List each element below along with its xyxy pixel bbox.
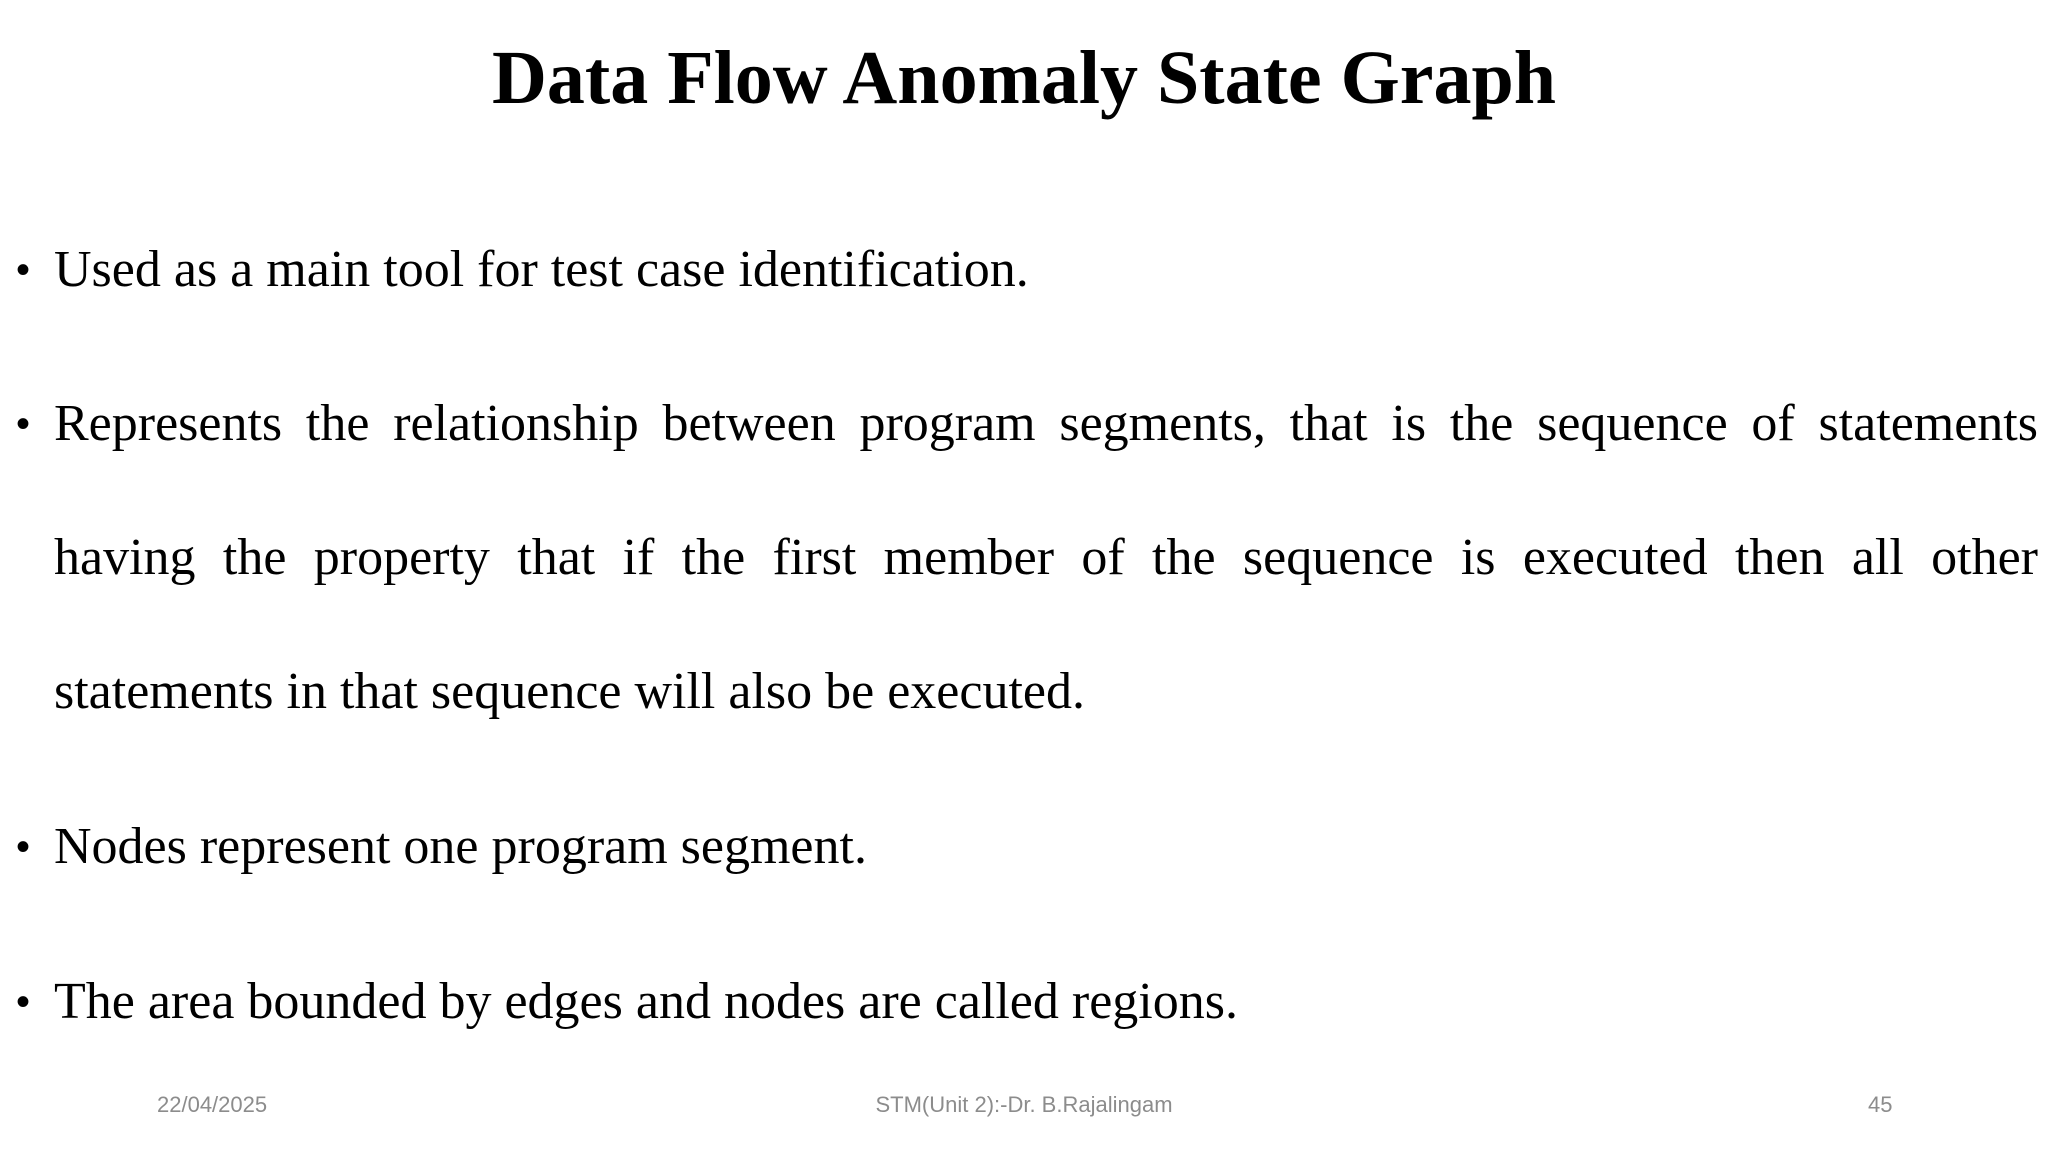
slide-title: Data Flow Anomaly State Graph — [492, 36, 1556, 120]
bullet-marker: • — [16, 980, 31, 1024]
bullet-marker: • — [16, 825, 31, 869]
bullet-text: Represents the relationship between program segments, that is the sequence of statements having the property that if the first member of the sequence is executed then all other statements in that sequence will also be executed. — [54, 395, 2038, 720]
footer-date: 22/04/2025 — [157, 1092, 268, 1117]
bullet-text: The area bounded by edges and nodes are called regions. — [54, 973, 1238, 1030]
bullet-marker: • — [16, 248, 31, 292]
footer-title: STM(Unit 2):-Dr. B.Rajalingam — [875, 1092, 1173, 1117]
bullet-text: Nodes represent one program segment. — [54, 818, 867, 875]
bullet-text: Used as a main tool for test case identification. — [54, 241, 1029, 298]
bullet-marker: • — [16, 402, 31, 446]
slide-number: 45 — [1868, 1092, 1893, 1117]
